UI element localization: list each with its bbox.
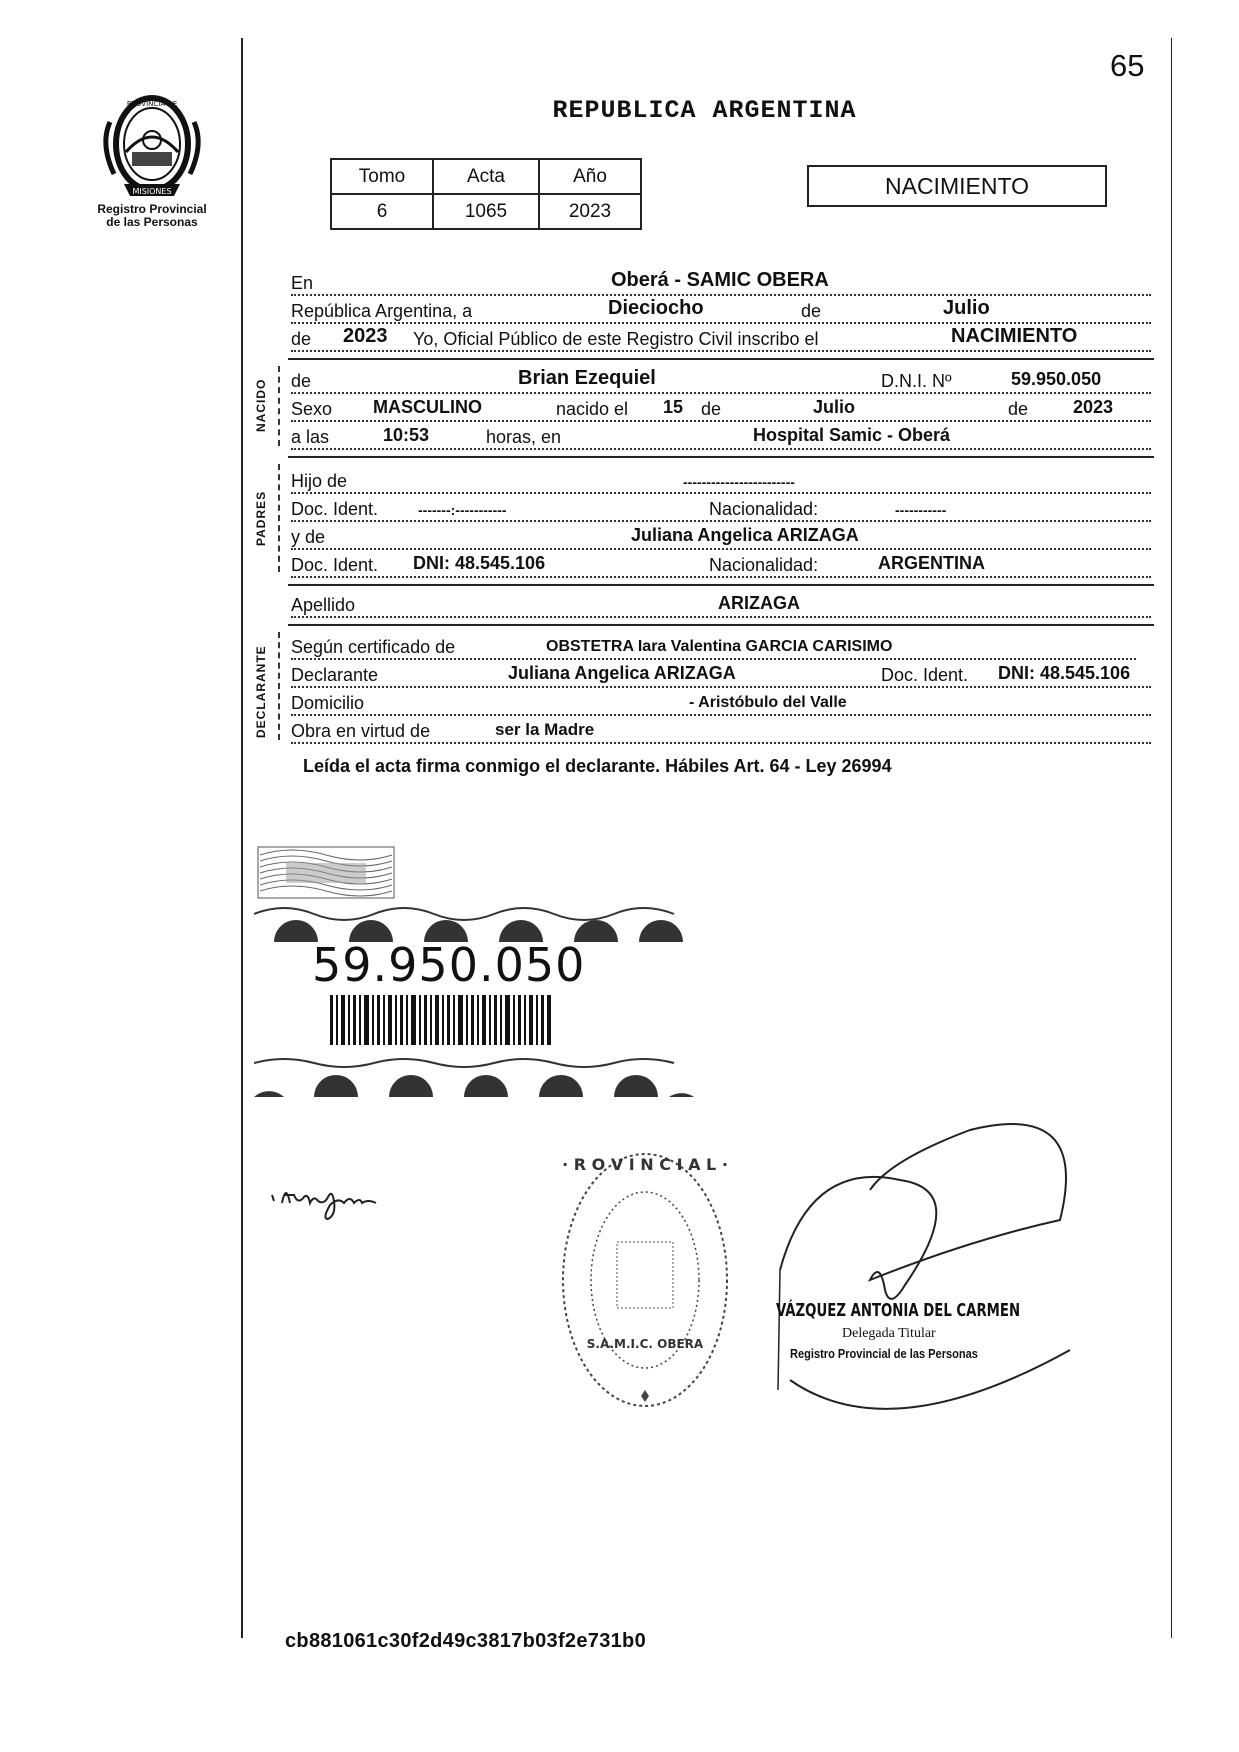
label-birth-de: de xyxy=(701,399,724,420)
officer-office: Registro Provincial de las Personas xyxy=(790,1346,978,1361)
svg-text:S.A.M.I.C. OBERA: S.A.M.I.C. OBERA xyxy=(586,1337,704,1351)
value-birth-day: 15 xyxy=(663,397,684,417)
rule-1 xyxy=(288,358,1154,360)
declarante-side-rule xyxy=(278,632,280,740)
acta-value: 1065 xyxy=(433,194,539,229)
official-seal xyxy=(545,1130,745,1420)
label-officer-text: Yo, Oficial Público de este Registro Civil inscribo el xyxy=(413,329,822,350)
label-hijo-de: Hijo de xyxy=(291,471,350,492)
label-obra: Obra en virtud de xyxy=(291,721,433,742)
value-declarant-doc: DNI: 48.545.106 xyxy=(998,663,1131,683)
label-mother-nat: Nacionalidad: xyxy=(709,555,821,576)
value-apellido: ARIZAGA xyxy=(718,593,800,613)
line-father xyxy=(291,466,1151,494)
tomo-value: 6 xyxy=(331,194,433,229)
value-declarante: Juliana Angelica ARIZAGA xyxy=(508,663,736,683)
label-mother-doc: Doc. Ident. xyxy=(291,555,381,576)
line-declarant xyxy=(291,660,1151,688)
value-child-dni: 59.950.050 xyxy=(1011,369,1102,389)
page-number: 65 xyxy=(1110,48,1145,83)
value-birth-time: 10:53 xyxy=(383,425,430,445)
label-republic: República Argentina, a xyxy=(291,301,475,322)
label-father-doc: Doc. Ident. xyxy=(291,499,381,520)
acta-header: Acta xyxy=(433,159,539,194)
registry-value-row xyxy=(331,194,641,229)
value-inscription: NACIMIENTO xyxy=(951,325,1078,347)
registry-header-row xyxy=(331,159,641,194)
label-dni: D.N.I. Nº xyxy=(881,371,955,392)
officer-name: VÁZQUEZ ANTONIA DEL CARMEN xyxy=(776,1300,1021,1321)
declarant-signature xyxy=(266,1175,406,1225)
line-child-name xyxy=(291,366,1151,394)
line-date xyxy=(291,296,1151,324)
label-de: de xyxy=(801,301,824,322)
line-place xyxy=(291,268,1151,296)
value-sexo: MASCULINO xyxy=(373,397,482,417)
svg-text:· R O V I N C I A L ·: · R O V I N C I A L · xyxy=(562,1155,728,1174)
country-title: REPUBLICA ARGENTINA xyxy=(552,96,857,125)
svg-text:PROVINCIA DE: PROVINCIA DE xyxy=(126,100,178,108)
line-father-doc xyxy=(291,494,1151,522)
province-seal-logo xyxy=(96,82,208,204)
label-nacido-section: NACIDO xyxy=(254,378,268,432)
nacido-side-rule xyxy=(278,366,280,446)
barcode xyxy=(330,995,552,1045)
right-margin-line xyxy=(1171,38,1172,1638)
svg-text:MISIONES: MISIONES xyxy=(132,187,172,196)
value-mother-doc: DNI: 48.545.106 xyxy=(413,553,546,573)
value-father-nat: ----------- xyxy=(895,502,947,518)
line-virtue xyxy=(291,716,1151,744)
logo-caption: Registro Provincial de las Personas xyxy=(97,202,207,229)
sticker-dni-number: 59.950.050 xyxy=(312,938,586,992)
value-year: 2023 xyxy=(343,325,388,347)
label-child-de: de xyxy=(291,371,314,392)
anio-value: 2023 xyxy=(539,194,641,229)
line-certificate xyxy=(291,632,1136,660)
value-certificado: OBSTETRA Iara Valentina GARCIA CARISIMO xyxy=(546,638,893,655)
anio-header: Año xyxy=(539,159,641,194)
label-padres-section: PADRES xyxy=(254,490,268,546)
label-father-nat: Nacionalidad: xyxy=(709,499,821,520)
closing-statement: Leída el acta firma conmigo el declarante. Hábiles Art. 64 - Ley 26994 xyxy=(303,756,892,776)
line-time-place xyxy=(291,422,1151,450)
value-father-doc: -------:----------- xyxy=(418,502,507,518)
label-year-de: de xyxy=(291,329,314,350)
line-mother-doc xyxy=(291,550,1151,578)
label-declarante-section: DECLARANTE xyxy=(254,645,268,738)
label-certificado: Según certificado de xyxy=(291,637,458,658)
guilloche-stamp xyxy=(256,845,396,900)
line-mother xyxy=(291,522,1151,550)
value-mother-nat: ARGENTINA xyxy=(878,553,985,573)
value-domicilio: - Aristóbulo del Valle xyxy=(689,694,847,711)
officer-role: Delegada Titular xyxy=(842,1326,936,1341)
label-sexo: Sexo xyxy=(291,399,335,420)
value-day: Dieciocho xyxy=(608,297,704,319)
label-declarant-doc: Doc. Ident. xyxy=(881,665,971,686)
document-hash: cb881061c30f2d49c3817b03f2e731b0 xyxy=(285,1630,646,1652)
label-nacido-el: nacido el xyxy=(556,399,631,420)
padres-side-rule xyxy=(278,464,280,572)
label-horas-en: horas, en xyxy=(486,427,564,448)
security-pattern-bottom xyxy=(254,1055,694,1097)
officer-signature xyxy=(770,1120,1100,1440)
rule-3 xyxy=(288,584,1154,586)
value-month: Julio xyxy=(943,297,990,319)
registry-table xyxy=(330,158,642,230)
line-year-inscription xyxy=(291,324,1151,352)
label-y-de: y de xyxy=(291,527,328,548)
label-apellido: Apellido xyxy=(291,595,358,616)
label-a-las: a las xyxy=(291,427,332,448)
value-father: ------------------------ xyxy=(683,474,795,490)
tomo-header: Tomo xyxy=(331,159,433,194)
value-place: Oberá - SAMIC OBERA xyxy=(611,269,829,291)
label-birth-de-2: de xyxy=(1008,399,1031,420)
value-birth-month: Julio xyxy=(813,397,856,417)
label-declarante: Declarante xyxy=(291,665,381,686)
value-mother: Juliana Angelica ARIZAGA xyxy=(631,525,859,545)
value-obra: ser la Madre xyxy=(495,720,595,739)
value-birth-place: Hospital Samic - Oberá xyxy=(753,425,951,445)
label-en: En xyxy=(291,273,316,294)
value-child-name: Brian Ezequiel xyxy=(518,367,656,389)
security-pattern-top xyxy=(254,902,689,942)
rule-2 xyxy=(288,456,1154,458)
rule-4 xyxy=(288,624,1154,626)
line-surname xyxy=(291,590,1151,618)
act-type-box: NACIMIENTO xyxy=(807,165,1107,207)
label-domicilio: Domicilio xyxy=(291,693,367,714)
line-sex-birth xyxy=(291,394,1151,422)
line-domicile xyxy=(291,688,1151,716)
left-margin-line xyxy=(241,38,243,1638)
value-birth-year: 2023 xyxy=(1073,397,1114,417)
